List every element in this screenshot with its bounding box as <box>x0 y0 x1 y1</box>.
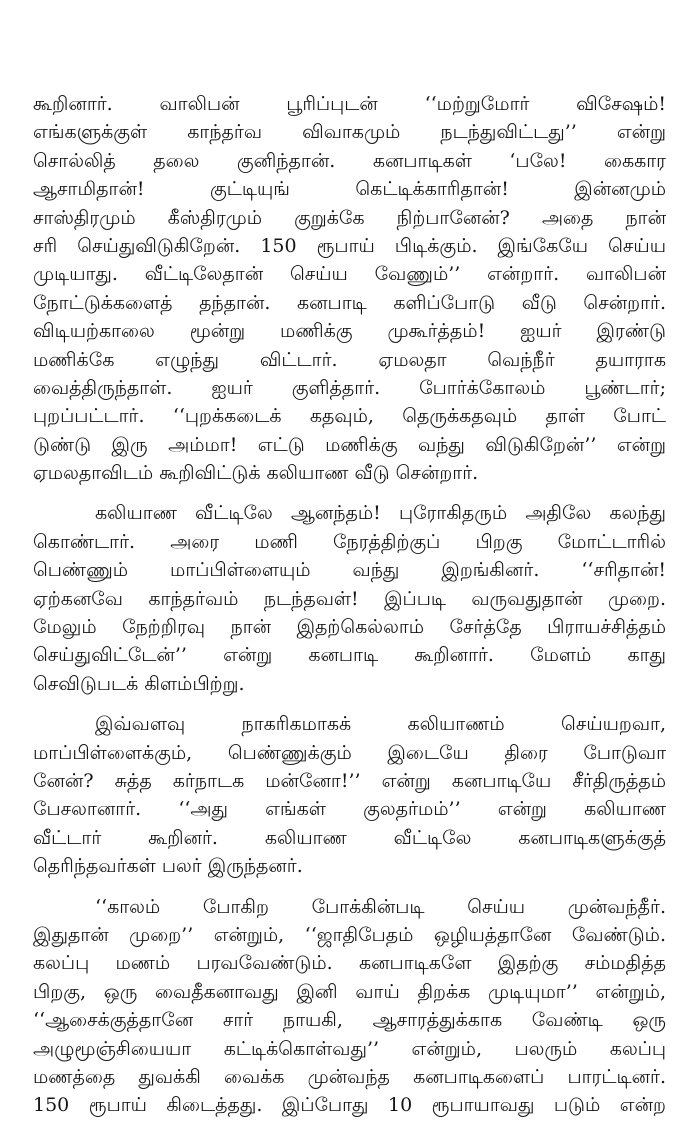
text-line: மணத்தை துவக்கி வைக்க முன்வந்த கனபாடிகளைப் பாரட்டினர். <box>33 1065 666 1088</box>
text-line: எங்களுக்குள் காந்தர்வ விவாகமும் நடந்துவிட்டது’’ என்று <box>33 121 666 144</box>
text-line: மாப்பிள்ளைக்கும், பெண்ணுக்கும் இடையே திரை போடுவா <box>33 741 666 764</box>
text-line: முடியாது. வீட்டிலேதான் செய்ய வேணும்’’ என்றார். வாலிபன் <box>33 263 666 286</box>
text-line: கூறினார். வாலிபன் பூரிப்புடன் ‘‘மற்றுமோர் விசேஷம்! <box>33 93 666 115</box>
text-line: அழுமூஞ்சியையா கட்டிக்கொள்வது’’ என்றும், பலரும் கலப்பு <box>33 1037 666 1060</box>
text-line: மேலும் நேற்றிரவு நான் இதற்கெல்லாம் சேர்த்தே பிராயச்சித்தம் <box>33 616 666 639</box>
paragraph <box>33 710 666 880</box>
text-line: மணிக்கே எழுந்து விட்டார். ஏமலதா வெந்நீர் தயாராக <box>33 348 666 371</box>
text-line: செவிடுபடக் கிளம்பிற்று. <box>33 672 245 695</box>
text-line: வீட்டார் கூறினர். கலியாண வீட்டிலே கனபாடிகளுக்குத் <box>33 826 666 849</box>
text-line: ஏற்கனவே காந்தர்வம் நடந்தவள்! இப்படி வருவதுதான் முறை. <box>33 587 666 610</box>
text-line: னேன்? சுத்த கர்நாடக மன்னோ!’’ என்று கனபாடியே சீர்திருத்தம் <box>33 769 666 792</box>
text-line: தெரிந்தவர்கள் பலர் இருந்தனர். <box>33 855 303 878</box>
text-line: வைத்திருந்தாள். ஐயர் குளித்தார். போர்க்கோலம் பூண்டார்; <box>33 376 666 399</box>
text-line: செய்துவிட்டேன்’’ என்று கனபாடி கூறினார். மேளம் காது <box>33 644 666 667</box>
page-body-text <box>33 90 666 1120</box>
text-line: இவ்வளவு நாகரிகமாகக் கலியாணம் செய்யறவா, <box>95 713 666 736</box>
text-line: பேசலானார். ‘‘அது எங்கள் குலதர்மம்’’ என்று கலியாண <box>33 798 666 821</box>
text-line: ‘‘ஆசைக்குத்தானே சார் நாயகி, ஆசாரத்துக்காக வேண்டி ஒரு <box>33 1009 666 1032</box>
text-line: கலியாண வீட்டிலே ஆனந்தம்! புரோகிதரும் அதிலே கலந்து <box>95 502 666 525</box>
text-line: பெண்ணும் மாப்பிள்ளையும் வந்து இறங்கினர். ‘‘சரிதான்! <box>33 559 666 582</box>
text-line: கலப்பு மணம் பரவவேண்டும். கனபாடிகளே இதற்கு சம்மதித்த <box>33 952 666 975</box>
text-line: ஏமலதாவிடம் கூறிவிட்டுக் கலியாண வீடு சென்றார். <box>33 462 479 485</box>
text-line: இதுதான் முறை’’ என்றும், ‘‘ஜாதிபேதம் ஒழியத்தானே வேண்டும். <box>33 923 666 946</box>
paragraph <box>33 499 666 698</box>
text-line: ‘‘காலம் போகிற போக்கின்படி செய்ய முன்வந்தீர். <box>95 895 666 918</box>
text-line: புறப்பட்டார். ‘‘புறக்கடைக் கதவும், தெருக்கதவும் தாள் போட் <box>33 405 666 428</box>
paragraph <box>33 893 666 1120</box>
text-line: சாஸ்திரமும் கீஸ்திரமும் குறுக்கே நிற்பானேன்? அதை நான் <box>33 206 666 229</box>
text-line: நோட்டுக்களைத் தந்தான். கனபாடி களிப்போடு வீடு சென்றார். <box>33 291 666 314</box>
paragraph <box>33 90 666 487</box>
text-line: சொல்லித் தலை குனிந்தான். கனபாடிகள் ‘பலே! கைகார <box>33 149 666 172</box>
text-line: 150 ரூபாய் கிடைத்தது. இப்போது 10 ரூபாயாவது படும் என்ற <box>33 1094 666 1117</box>
text-line: பிறகு, ஒரு வைதீகனாவது இனி வாய் திறக்க முடியுமா’’ என்றும், <box>33 980 666 1003</box>
text-line: விடியற்காலை மூன்று மணிக்கு முகூர்த்தம்! ஐயர் இரண்டு <box>33 320 666 343</box>
text-line: டுண்டு இரு அம்மா! எட்டு மணிக்கு வந்து விடுகிறேன்’’ என்று <box>33 433 666 456</box>
text-line: கொண்டார். அரை மணி நேரத்திற்குப் பிறகு மோட்டாரில் <box>33 530 666 553</box>
text-line: சரி செய்துவிடுகிறேன். 150 ரூபாய் பிடிக்கும். இங்கேயே செய்ய <box>33 234 666 257</box>
text-line: ஆசாமிதான்! குட்டியுங் கெட்டிக்காரிதான்! இன்னமும் <box>33 178 666 201</box>
